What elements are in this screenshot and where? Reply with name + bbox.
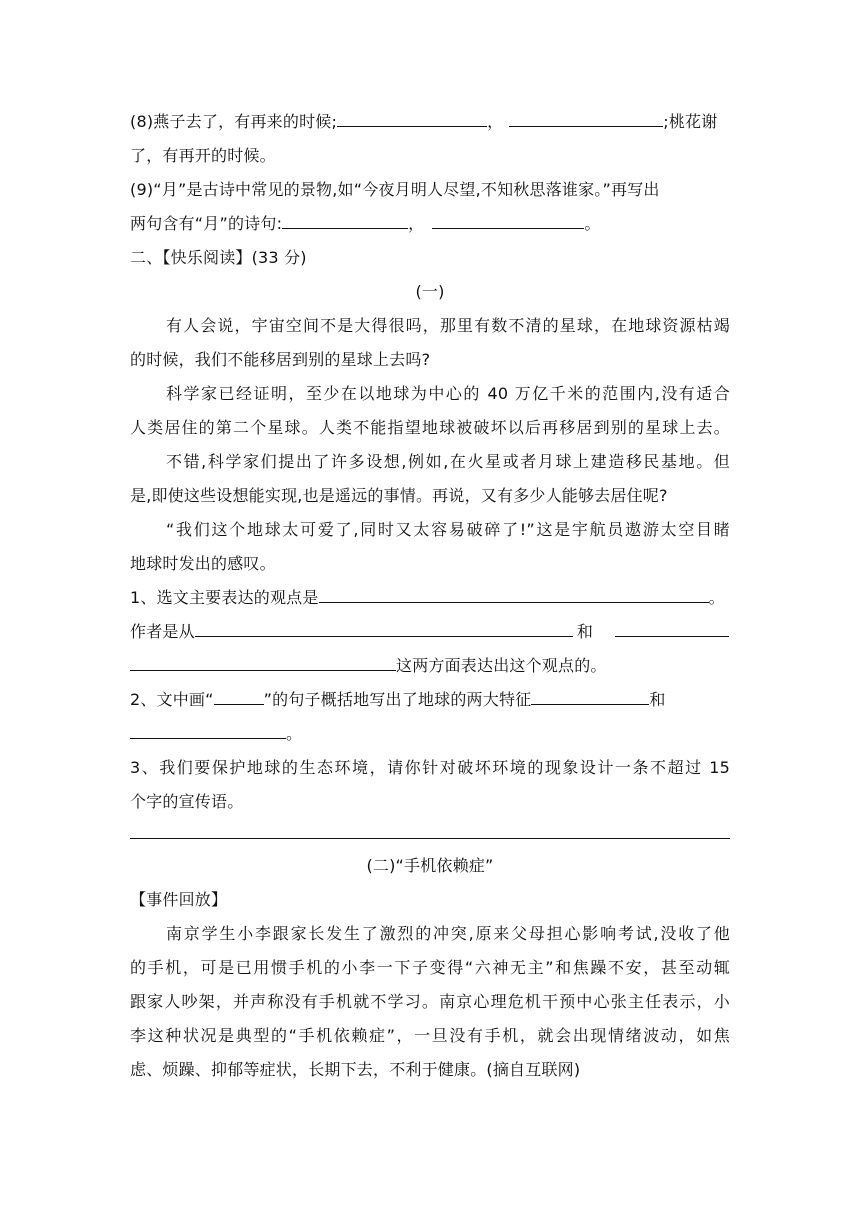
answer-blank[interactable] [531, 690, 649, 705]
answer-line[interactable] [130, 838, 730, 839]
passage2-line: 的手机，可是已用惯手机的小李一下子变得“六神无主”和焦躁不安，甚至动辄 [130, 958, 730, 977]
passage2-line: 南京学生小李跟家长发生了激烈的冲突,原来父母担心影响考试,没收了他 [166, 924, 730, 943]
q1-text: 这两方面表达出这个观点的。 [396, 656, 607, 675]
passage2-subheading: 【事件回放】 [130, 890, 228, 909]
q8-separator: ， [487, 112, 504, 131]
answer-blank[interactable] [319, 588, 709, 603]
passage1-line: 不错,科学家们提出了许多设想,例如,在火星或者月球上建造移民基地。但 [166, 452, 730, 471]
question-1-line2 [130, 622, 730, 642]
q8-line1 [130, 112, 730, 132]
answer-blank[interactable] [509, 112, 663, 127]
q1-end: 。 [708, 588, 725, 607]
q2-text: ”的句子概括地写出了地球的两大特征 [263, 690, 532, 709]
q1-text: 1、选文主要表达的观点是 [130, 588, 319, 607]
q9-line2 [130, 214, 730, 234]
passage1-line: “我们这个地球太可爱了,同时又太容易破碎了!”这是宇航员遨游太空目睹 [166, 520, 730, 539]
q9-end: 。 [584, 214, 601, 233]
q2-end: 。 [286, 724, 303, 743]
passage2-line: 虑、烦躁、抑郁等症状，长期下去，不利于健康。(摘自互联网) [130, 1060, 581, 1079]
underline-marker [214, 690, 264, 705]
answer-blank[interactable] [130, 724, 286, 739]
question-3: 3、我们要保护地球的生态环境，请你针对破坏环境的现象设计一条不超过 15 [130, 758, 730, 777]
q8-text: (8)燕子去了，有再来的时候; [130, 112, 338, 131]
passage1-line: 的时候，我们不能移居到别的星球上去吗? [130, 350, 431, 369]
answer-blank[interactable] [432, 214, 584, 229]
question-3-line2: 个字的宣传语。 [130, 792, 244, 811]
q2-and: 和 [649, 690, 666, 709]
question-2-line2 [130, 724, 730, 744]
passage2-line: 李这种状况是典型的“手机依赖症”，一旦没有手机，就会出现情绪波动，如焦 [130, 1026, 730, 1045]
q8-text-end: ;桃花谢 [663, 112, 718, 131]
question-2 [130, 690, 730, 710]
answer-blank[interactable] [282, 214, 408, 229]
q9-separator: ， [408, 214, 425, 233]
question-1 [130, 588, 730, 608]
section-heading: 二、【快乐阅读】(33 分) [130, 248, 307, 267]
answer-blank[interactable] [195, 622, 573, 637]
passage1-line: 科学家已经证明，至少在以地球为中心的 40 万亿千米的范围内,没有适合 [166, 384, 730, 403]
answer-blank[interactable] [615, 622, 729, 637]
passage1-line: 有人会说，宇宙空间不是大得很吗，那里有数不清的星球，在地球资源枯竭 [166, 316, 730, 335]
answer-blank[interactable] [337, 112, 487, 127]
q8-line2: 了，有再开的时候。 [130, 146, 276, 165]
question-1-line3 [130, 656, 730, 676]
q1-text: 作者是从 [130, 622, 195, 641]
passage1-line: 是,即使这些设想能实现,也是遥远的事情。再说，又有多少人能够去居住呢? [130, 486, 668, 505]
passage1-line: 人类居住的第二个星球。人类不能指望地球被破坏以后再移居到别的星球上去。 [130, 418, 730, 437]
q9-text: 两句含有“月”的诗句: [130, 214, 283, 233]
passage2-line: 跟家人吵架，并声称没有手机就不学习。南京心理危机干预中心张主任表示，小 [130, 992, 730, 1011]
q2-text: 2、文中画“ [130, 690, 214, 709]
q1-and: 和 [576, 622, 594, 641]
passage1-title: (一) [415, 282, 445, 301]
q9-line1: (9)“月”是古诗中常见的景物,如“今夜月明人尽望,不知秋思落谁家。”再写出 [130, 180, 660, 199]
answer-blank[interactable] [130, 656, 396, 671]
passage2-title: (二)“手机依赖症” [366, 856, 494, 875]
passage1-line: 地球时发出的感叹。 [130, 554, 276, 573]
